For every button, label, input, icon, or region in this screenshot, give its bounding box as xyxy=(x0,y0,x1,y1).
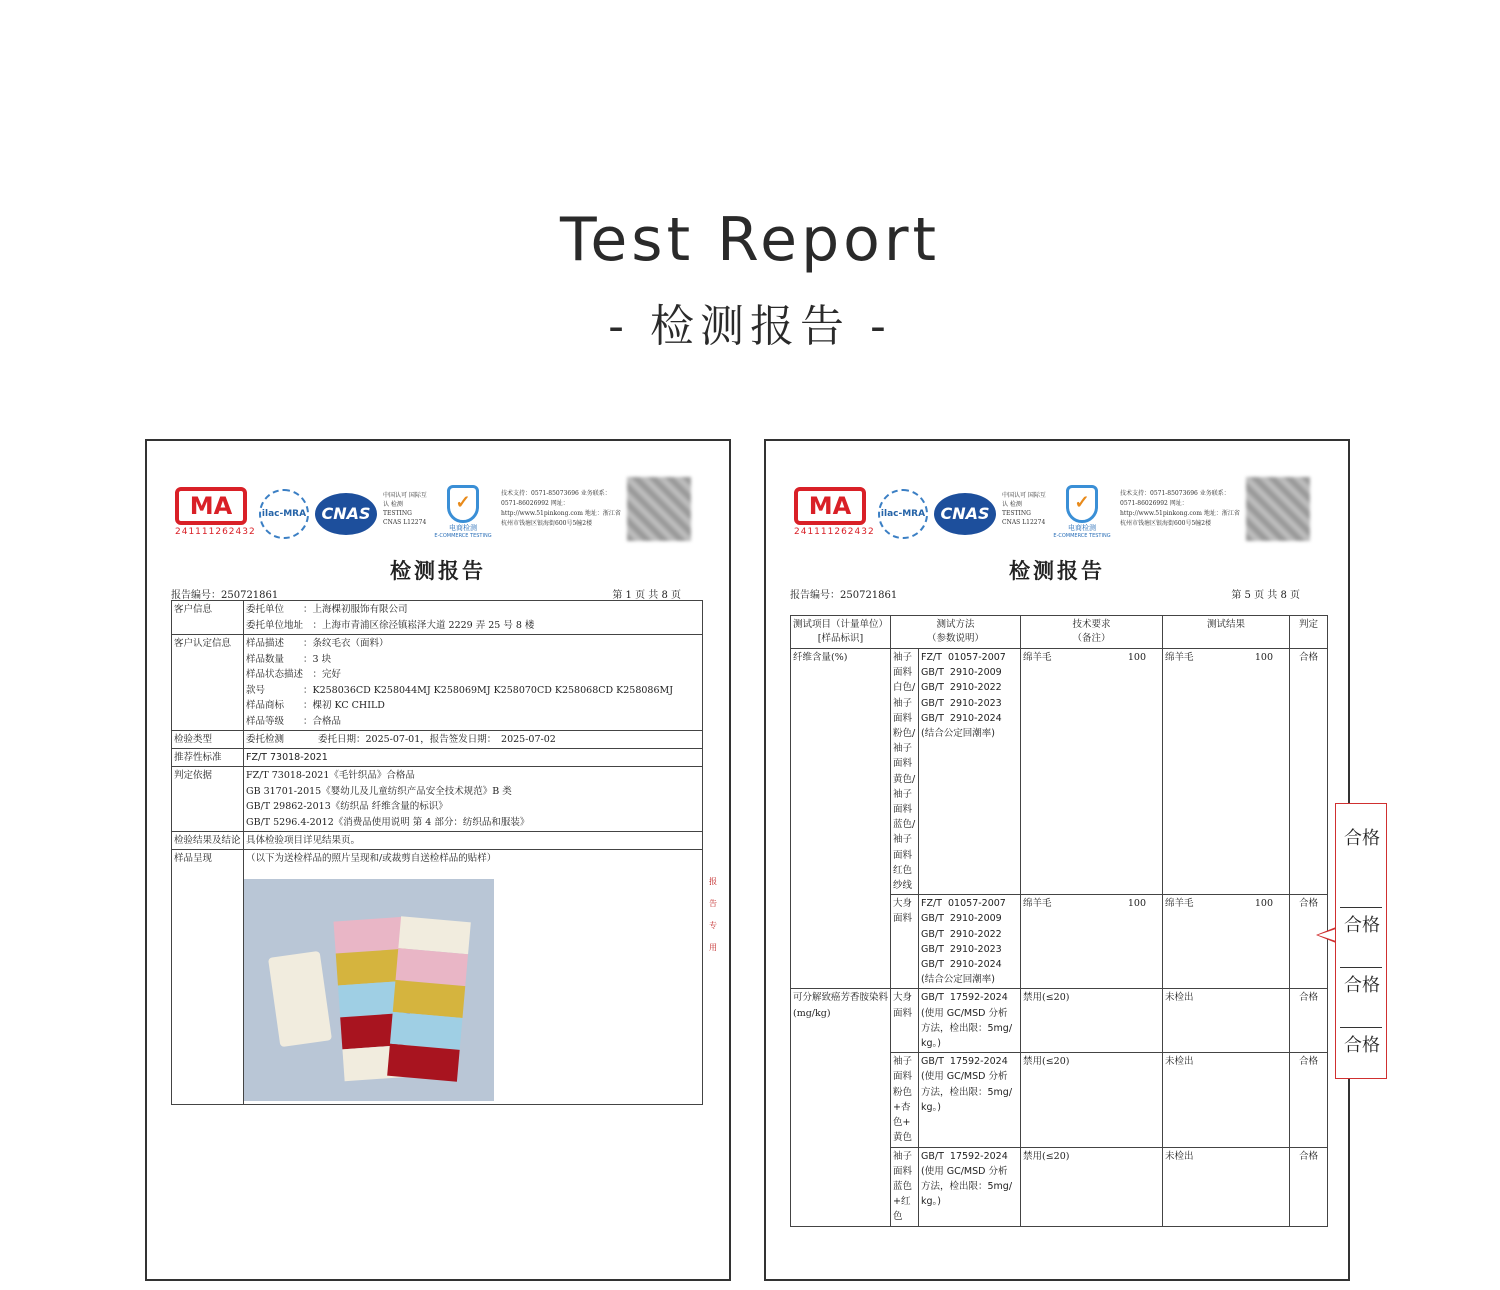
requirement-text: 禁用(≤20) xyxy=(1023,1150,1070,1162)
row-value: 具体检验项目详见结果页。 xyxy=(244,832,703,850)
cream-sleeve-sample xyxy=(268,950,332,1046)
report-title: 检测报告 xyxy=(1009,558,1105,583)
seal-edge-marks: 报告专用 xyxy=(709,877,717,952)
col-header-verdict: 判定 xyxy=(1290,616,1328,649)
row-label: 样品呈现 xyxy=(172,850,244,1105)
sample-id-cell-text: 袖子 面料 粉色 +杏 色+ 黄色 xyxy=(893,1056,913,1144)
row-label: 判定依据 xyxy=(172,767,244,832)
page-indicator: 第 1 页 共 8 页 xyxy=(612,590,681,601)
cnas-logo: CNAS xyxy=(934,493,996,535)
method-cell-text: GB/T 17592-2024 (使用 GC/MSD 分析 方法，检出限：5mg/ kg。) xyxy=(921,1150,1013,1208)
col-header-method: 测试方法 （参数说明） xyxy=(891,616,1021,649)
requirement-cell xyxy=(1021,1147,1163,1226)
result-cell xyxy=(1163,1147,1290,1226)
callout-divider xyxy=(1340,1027,1382,1028)
method-cell xyxy=(919,895,1021,989)
requirement-text: 绵羊毛 xyxy=(1023,898,1052,910)
callout-verdict: 合格 xyxy=(1344,828,1380,849)
cma-logo: MA 241111262432 xyxy=(175,487,251,539)
row-label: 客户信息 xyxy=(172,601,244,635)
result-cell xyxy=(1163,649,1290,895)
report-number: 报告编号：250721861 xyxy=(171,590,279,601)
row-value: 样品描述 ：条纹毛衣（面料） 样品数量 ：3 块 样品状态描述 ：完好 款号 ：K258036CD K258044MJ K258069MJ K258070CD K258068CD K258086MJ 样品商标 ：棵初 KC CHILD 样品等级 ：合格品 xyxy=(244,635,703,731)
ecommerce-testing-logo: ✓ 电商检测 E-COMMERCE TESTING xyxy=(1052,485,1112,539)
result-text: 绵羊毛 xyxy=(1165,652,1194,663)
requirement-cell xyxy=(1021,895,1163,989)
row-label: 检验结果及结论 xyxy=(172,832,244,850)
test-item-cell: 纤维含量(%) xyxy=(791,649,891,989)
verdict-cell-text: 合格 xyxy=(1298,1056,1318,1068)
requirement-text: 绵羊毛 xyxy=(1023,652,1052,663)
result-cell xyxy=(1163,895,1290,989)
cma-logo: MA 241111262432 xyxy=(794,487,870,539)
ecommerce-testing-logo: ✓ 电商检测 E-COMMERCE TESTING xyxy=(433,485,493,539)
callout-verdict: 合格 xyxy=(1344,915,1380,936)
shield-check-icon: ✓ xyxy=(447,485,479,523)
requirement-cell xyxy=(1021,649,1163,895)
qr-code xyxy=(1246,477,1310,541)
sample-id-cell xyxy=(891,895,919,989)
requirement-cell xyxy=(1021,989,1163,1053)
verdict-cell-text: 合格 xyxy=(1298,1150,1318,1162)
col-header-item: 测试项目（计量单位） [样品标识] xyxy=(791,616,891,649)
sample-id-cell-text: 袖子 面料 白色/ 袖子 面料 粉色/ 袖子 面料 黄色/ 袖子 面料 蓝色/ 袖子 面料 红色 纱线 xyxy=(893,652,916,892)
accreditation-text: 中国认可 国际互认 检测 TESTING CNAS L12274 xyxy=(383,492,427,526)
result-cell xyxy=(1163,989,1290,1053)
verdict-cell xyxy=(1290,1053,1328,1147)
callout-pointer-inner xyxy=(1318,929,1336,941)
method-cell xyxy=(919,1053,1021,1147)
result-cell xyxy=(1163,1053,1290,1147)
report-info-table xyxy=(171,600,703,1105)
callout-verdict: 合格 xyxy=(1344,1035,1380,1056)
table-row xyxy=(172,601,703,635)
certification-header xyxy=(794,485,1314,545)
result-text: 未检出 xyxy=(1165,992,1194,1004)
sample-id-cell xyxy=(891,1053,919,1147)
test-results-table xyxy=(790,615,1328,1227)
sample-photo xyxy=(244,879,494,1101)
method-cell-text: GB/T 17592-2024 (使用 GC/MSD 分析 方法，检出限：5mg/ kg。) xyxy=(921,992,1013,1050)
col-header-result: 测试结果 xyxy=(1163,616,1290,649)
table-row xyxy=(172,767,703,832)
verdict-callout xyxy=(1335,803,1387,1079)
verdict-cell-text: 合格 xyxy=(1298,992,1318,1004)
row-value: FZ/T 73018-2021 xyxy=(244,749,703,767)
table-row xyxy=(172,850,703,1105)
table-row xyxy=(172,749,703,767)
report-meta xyxy=(790,586,1300,600)
row-label: 客户认定信息 xyxy=(172,635,244,731)
verdict-cell xyxy=(1290,1147,1328,1226)
page-title: Test Report xyxy=(559,205,941,275)
result-text: 未检出 xyxy=(1165,1150,1194,1162)
cnas-logo: CNAS xyxy=(315,493,377,535)
method-cell-text: GB/T 17592-2024 (使用 GC/MSD 分析 方法，检出限：5mg/ kg。) xyxy=(921,1056,1013,1113)
qr-code xyxy=(627,477,691,541)
test-results-body xyxy=(791,649,1328,1227)
table-row xyxy=(172,635,703,731)
sample-id-cell-text: 大身 面料 xyxy=(893,898,913,925)
cma-number: 241111262432 xyxy=(175,527,256,537)
row-label: 推荐性标准 xyxy=(172,749,244,767)
method-cell xyxy=(919,1147,1021,1226)
row-value: FZ/T 73018-2021《毛针织品》合格品 GB 31701-2015《婴幼儿及儿童纺织产品安全技术规范》B 类 GB/T 29862-2013《纺织品 纤维含量的标识》 GB/T 5296.4-2012《消费品使用说明 第 4 部分：纺织品和服装》 xyxy=(244,767,703,832)
requirement-cell xyxy=(1021,1053,1163,1147)
report-page-5 xyxy=(764,439,1350,1281)
requirement-text: 禁用(≤20) xyxy=(1023,992,1070,1004)
result-value: 100 xyxy=(1254,652,1273,663)
contact-info: 技术支持：0571-85073696 业务联系：0571-86026992 网址：http://www.51pinkong.com 地址：浙江省杭州市钱塘区银海街600号5幢2楼 xyxy=(501,490,621,527)
row-label: 检验类型 xyxy=(172,731,244,749)
page-indicator: 第 5 页 共 8 页 xyxy=(1231,590,1300,601)
col-header-requirement: 技术要求 （备注） xyxy=(1021,616,1163,649)
ilac-mra-logo: ilac-MRA xyxy=(878,489,928,539)
table-row xyxy=(172,731,703,749)
accreditation-text: 中国认可 国际互认 检测 TESTING CNAS L12274 xyxy=(1002,492,1046,526)
cma-number: 241111262432 xyxy=(794,527,875,537)
striped-sample-right xyxy=(387,916,471,1081)
row-value: 委托检测 委托日期：2025-07-01，报告签发日期： 2025-07-02 xyxy=(244,731,703,749)
verdict-cell-text: 合格 xyxy=(1298,898,1318,910)
shield-check-icon: ✓ xyxy=(1066,485,1098,523)
callout-verdict: 合格 xyxy=(1344,975,1380,996)
result-value: 100 xyxy=(1254,898,1273,910)
report-number: 报告编号：250721861 xyxy=(790,590,898,601)
verdict-cell xyxy=(1290,649,1328,895)
sample-id-cell xyxy=(891,989,919,1053)
requirement-text: 禁用(≤20) xyxy=(1023,1056,1070,1068)
requirement-value: 100 xyxy=(1127,898,1146,910)
result-text: 绵羊毛 xyxy=(1165,898,1194,910)
test-item-cell: 可分解致癌芳香胺染料(mg/kg) xyxy=(791,989,891,1226)
verdict-cell-text: 合格 xyxy=(1298,652,1318,663)
requirement-value: 100 xyxy=(1127,652,1146,663)
method-cell-text: FZ/T 01057-2007 GB/T 2910-2009 GB/T 2910-2022 GB/T 2910-2023 GB/T 2910-2024 (结合公定回潮率) xyxy=(921,652,1006,740)
table-row xyxy=(791,649,1328,895)
verdict-cell xyxy=(1290,989,1328,1053)
sample-id-cell-text: 大身 面料 xyxy=(893,992,913,1019)
contact-info: 技术支持：0571-85073696 业务联系：0571-86026992 网址：http://www.51pinkong.com 地址：浙江省杭州市钱塘区银海街600号5幢2楼 xyxy=(1120,490,1240,527)
sample-id-cell xyxy=(891,1147,919,1226)
table-row xyxy=(172,832,703,850)
page-subtitle: - 检测报告 - xyxy=(608,301,892,352)
sample-id-cell xyxy=(891,649,919,895)
sample-id-cell-text: 袖子 面料 蓝色 +红 色 xyxy=(893,1150,913,1223)
method-cell xyxy=(919,649,1021,895)
table-header-row xyxy=(791,616,1328,649)
report-meta xyxy=(171,586,681,600)
table-row xyxy=(791,989,1328,1053)
method-cell xyxy=(919,989,1021,1053)
callout-divider xyxy=(1340,967,1382,968)
report-page-1 xyxy=(145,439,731,1281)
callout-divider xyxy=(1340,907,1382,908)
ilac-mra-logo: ilac-MRA xyxy=(259,489,309,539)
report-title: 检测报告 xyxy=(390,558,486,583)
certification-header xyxy=(175,485,695,545)
row-value: 委托单位 ：上海棵初服饰有限公司 委托单位地址 ：上海市青浦区徐泾镇崧泽大道 2229 弄 25 号 8 楼 xyxy=(244,601,703,635)
method-cell-text: FZ/T 01057-2007 GB/T 2910-2009 GB/T 2910-2022 GB/T 2910-2023 GB/T 2910-2024 (结合公定回潮率) xyxy=(921,898,1006,986)
row-value: （以下为送检样品的照片呈现和/或裁剪自送检样品的贴样） xyxy=(244,850,703,1105)
result-text: 未检出 xyxy=(1165,1056,1194,1068)
